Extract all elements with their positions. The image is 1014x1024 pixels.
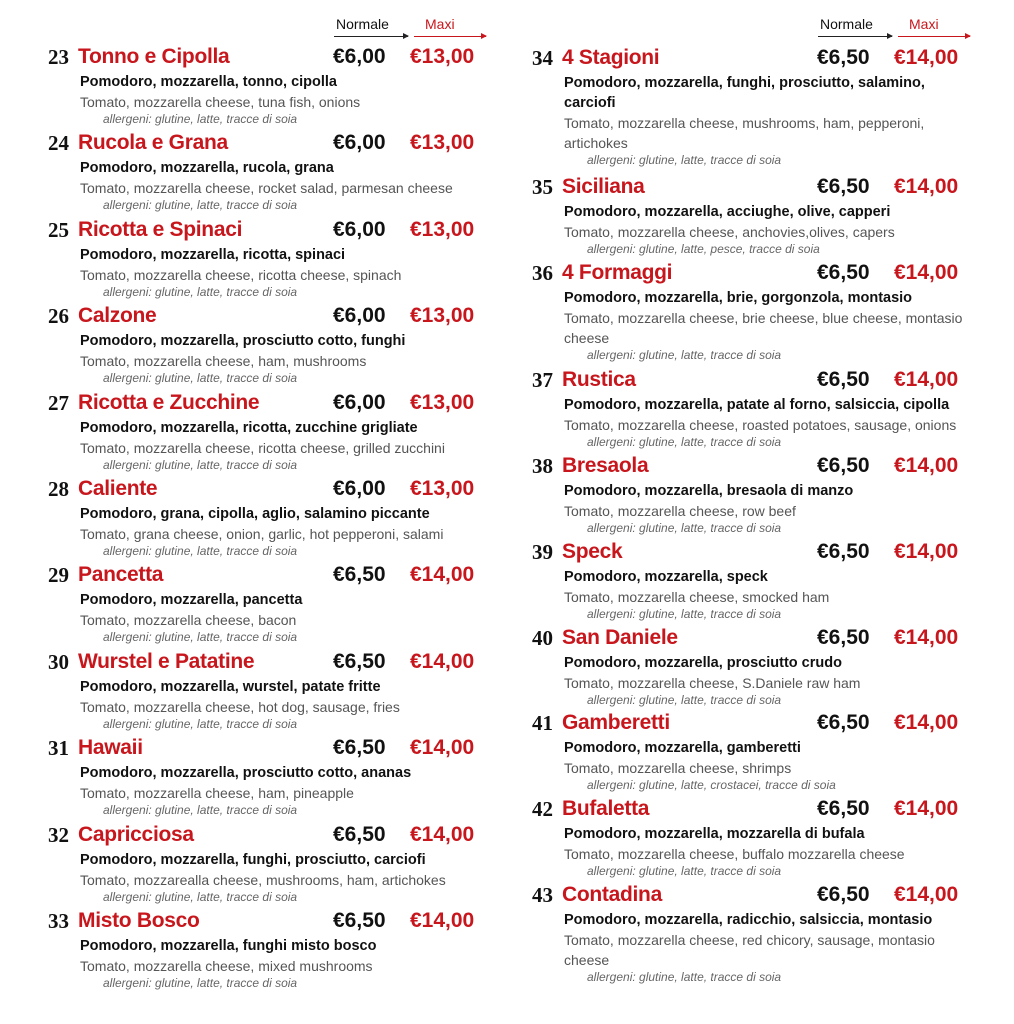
- item-name: Hawaii: [78, 736, 143, 760]
- ingredients-italian: Pomodoro, mozzarella, bresaola di manzo: [564, 482, 854, 499]
- menu-item-header: [532, 451, 972, 481]
- ingredients-english: Tomato, grana cheese, onion, garlic, hot pepperoni, salami: [80, 525, 444, 542]
- item-number: 23: [48, 45, 69, 69]
- menu-item: [48, 733, 488, 819]
- item-name: Ricotta e Zucchine: [78, 390, 260, 414]
- menu-item: [532, 258, 972, 365]
- ingredients-english: Tomato, mozzarella cheese, ricotta cheese, spinach: [80, 266, 402, 283]
- menu-item-header: [48, 301, 488, 331]
- item-number: 39: [532, 539, 553, 564]
- header-maxi: Maxi: [909, 16, 939, 32]
- ingredients-italian: Pomodoro, mozzarella, patate al forno, salsiccia, cipolla: [564, 396, 950, 413]
- ingredients-italian: Pomodoro, mozzarella, ricotta, spinaci: [80, 246, 346, 263]
- item-name: Ricotta e Spinaci: [78, 217, 243, 241]
- price-maxi: €14,00: [894, 711, 959, 735]
- item-number: 29: [48, 563, 69, 588]
- price-maxi: €13,00: [410, 217, 475, 241]
- item-name: Siciliana: [562, 175, 645, 198]
- price-maxi: €14,00: [894, 539, 959, 563]
- allergens: allergeni: glutine, latte, tracce di soia: [103, 630, 298, 645]
- menu-item: [48, 647, 488, 733]
- menu-item: [48, 906, 488, 992]
- price-normale: €6,50: [817, 711, 870, 735]
- price-normale: €6,50: [333, 649, 386, 673]
- item-number: 25: [48, 217, 69, 242]
- price-normale: €6,00: [333, 304, 386, 328]
- ingredients-italian: Pomodoro, mozzarella, rucola, grana: [80, 160, 334, 177]
- menu-item: [532, 794, 972, 880]
- menu-item-header: [48, 474, 488, 504]
- item-name: Rucola e Grana: [78, 131, 228, 155]
- item-number: 27: [48, 390, 69, 415]
- item-name: Calzone: [78, 304, 157, 328]
- item-number: 41: [532, 711, 553, 736]
- allergens: allergeni: glutine, latte, tracce di soia: [103, 284, 298, 299]
- price-maxi: €14,00: [894, 46, 959, 69]
- price-normale: €6,50: [817, 883, 870, 907]
- allergens: allergeni: glutine, latte, tracce di soia: [103, 889, 298, 904]
- item-number: 26: [48, 304, 69, 329]
- price-maxi: €14,00: [410, 649, 475, 673]
- menu-item: [48, 301, 488, 387]
- item-number: 35: [532, 175, 553, 199]
- ingredients-english: Tomato, mozzarella cheese, S.Daniele raw ham: [564, 674, 861, 691]
- menu-list-right: [532, 43, 972, 987]
- allergens: allergeni: glutine, latte, tracce di soia: [587, 153, 782, 167]
- price-maxi: €13,00: [410, 45, 475, 68]
- item-number: 31: [48, 736, 69, 761]
- ingredients-english: Tomato, mozzarella cheese, buffalo mozzarella cheese: [564, 846, 905, 863]
- price-normale: €6,50: [817, 367, 870, 391]
- ingredients-italian: Pomodoro, mozzarella, prosciutto crudo: [564, 654, 842, 671]
- allergens: allergeni: glutine, latte, tracce di soia: [587, 692, 782, 707]
- item-name: Pancetta: [78, 563, 164, 587]
- ingredients-english: Tomato, mozzarella cheese, mushrooms, ham, pepperoni, artichokes: [564, 115, 925, 151]
- ingredients-english: Tomato, mozzarella cheese, tuna fish, onions: [80, 94, 361, 110]
- menu-item: [48, 474, 488, 560]
- ingredients-italian: Pomodoro, mozzarella, funghi, prosciutto, carciofi: [80, 851, 426, 868]
- normale-arrow-icon: [334, 36, 408, 37]
- item-name: Contadina: [562, 883, 662, 907]
- item-number: 36: [532, 260, 553, 285]
- allergens: allergeni: glutine, latte, tracce di soia: [587, 606, 782, 621]
- price-maxi: €14,00: [410, 563, 475, 587]
- menu-item-header: [48, 906, 488, 936]
- menu-item-header: [48, 215, 488, 245]
- price-maxi: €14,00: [894, 175, 959, 198]
- price-normale: €6,50: [333, 563, 386, 587]
- menu-item-header: [532, 43, 972, 73]
- item-number: 43: [532, 883, 553, 908]
- item-name: Speck: [562, 539, 623, 563]
- menu-list-left: [48, 42, 488, 992]
- item-number: 33: [48, 908, 69, 933]
- menu-item-header: [532, 623, 972, 653]
- allergens: allergeni: glutine, latte, tracce di soia: [103, 457, 298, 472]
- menu-item: [48, 215, 488, 301]
- ingredients-italian: Pomodoro, mozzarella, wurstel, patate fritte: [80, 678, 381, 695]
- normale-arrow-icon: [818, 36, 892, 37]
- price-normale: €6,50: [333, 908, 386, 932]
- price-maxi: €14,00: [410, 736, 475, 760]
- menu-item-header: [532, 708, 972, 738]
- price-maxi: €14,00: [894, 625, 959, 649]
- price-maxi: €14,00: [410, 822, 475, 846]
- price-maxi: €14,00: [894, 260, 959, 284]
- menu-item: [532, 708, 972, 794]
- item-name: Tonno e Cipolla: [78, 45, 230, 68]
- price-normale: €6,50: [817, 453, 870, 477]
- ingredients-italian: Pomodoro, mozzarella, prosciutto cotto, funghi: [80, 333, 406, 350]
- price-maxi: €13,00: [410, 476, 475, 500]
- ingredients-italian: Pomodoro, mozzarella, prosciutto cotto, ananas: [80, 765, 412, 782]
- allergens: allergeni: glutine, latte, tracce di soia: [103, 975, 298, 990]
- ingredients-italian: Pomodoro, mozzarella, funghi, prosciutto, salamino, carciofi: [564, 75, 925, 111]
- item-name: Wurstel e Patatine: [78, 649, 255, 673]
- allergens: allergeni: glutine, latte, tracce di soia: [587, 864, 782, 879]
- ingredients-english: Tomato, mozzarella cheese, roasted potatoes, sausage, onions: [564, 416, 957, 433]
- menu-item-header: [532, 537, 972, 567]
- price-normale: €6,50: [817, 625, 870, 649]
- ingredients-italian: Pomodoro, mozzarella, acciughe, olive, capperi: [564, 204, 891, 220]
- item-name: Bresaola: [562, 453, 649, 477]
- allergens: allergeni: glutine, latte, tracce di soia: [587, 347, 782, 362]
- menu-item-header: [532, 258, 972, 288]
- item-name: San Daniele: [562, 625, 678, 649]
- menu-item: [48, 820, 488, 906]
- menu-item-header: [48, 128, 488, 158]
- allergens: allergeni: glutine, latte, tracce di soia: [587, 434, 782, 449]
- ingredients-english: Tomato, mozzarella cheese, rocket salad, parmesan cheese: [80, 180, 453, 197]
- menu-item: [532, 880, 972, 987]
- price-normale: €6,00: [333, 45, 386, 68]
- ingredients-english: Tomato, mozzarella cheese, ham, mushrooms: [80, 353, 367, 370]
- item-number: 30: [48, 649, 69, 674]
- item-name: Rustica: [562, 367, 636, 391]
- item-number: 28: [48, 476, 69, 501]
- ingredients-english: Tomato, mozzarella cheese, bacon: [80, 612, 297, 629]
- ingredients-english: Tomato, mozzarella cheese, smocked ham: [564, 588, 830, 605]
- menu-item: [48, 128, 488, 214]
- ingredients-english: Tomato, mozzarealla cheese, mushrooms, ham, artichokes: [80, 871, 446, 888]
- price-normale: €6,50: [817, 260, 870, 284]
- menu-item-header: [532, 794, 972, 824]
- item-number: 40: [532, 625, 553, 650]
- menu-item-header: [48, 388, 488, 418]
- menu-item: [532, 172, 972, 258]
- item-number: 24: [48, 131, 69, 156]
- price-normale: €6,00: [333, 131, 386, 155]
- item-name: Misto Bosco: [78, 908, 200, 932]
- price-maxi: €14,00: [894, 883, 959, 907]
- ingredients-italian: Pomodoro, mozzarella, mozzarella di bufala: [564, 826, 865, 843]
- price-maxi: €14,00: [894, 797, 959, 821]
- ingredients-italian: Pomodoro, mozzarella, gamberetti: [564, 740, 801, 757]
- menu-item-header: [48, 560, 488, 590]
- ingredients-english: Tomato, mozzarella cheese, ham, pineapple: [80, 785, 354, 802]
- item-number: 37: [532, 367, 553, 392]
- item-name: Capricciosa: [78, 822, 194, 846]
- item-name: 4 Formaggi: [562, 260, 673, 284]
- price-maxi: €14,00: [894, 453, 959, 477]
- ingredients-italian: Pomodoro, mozzarella, radicchio, salsiccia, montasio: [564, 912, 933, 929]
- header-normale: Normale: [820, 16, 873, 32]
- price-normale: €6,00: [333, 476, 386, 500]
- item-number: 42: [532, 797, 553, 822]
- ingredients-italian: Pomodoro, mozzarella, tonno, cipolla: [80, 74, 337, 90]
- allergens: allergeni: glutine, latte, tracce di soia: [103, 198, 298, 213]
- price-normale: €6,00: [333, 217, 386, 241]
- ingredients-english: Tomato, mozzarella cheese, anchovies,olives, capers: [564, 224, 895, 240]
- price-header: [48, 14, 488, 44]
- menu-item: [532, 365, 972, 451]
- price-maxi: €14,00: [410, 908, 475, 932]
- menu-item-header: [48, 820, 488, 850]
- ingredients-italian: Pomodoro, mozzarella, brie, gorgonzola, montasio: [564, 289, 913, 306]
- ingredients-italian: Pomodoro, mozzarella, ricotta, zucchine grigliate: [80, 419, 418, 436]
- price-normale: €6,50: [817, 539, 870, 563]
- allergens: allergeni: glutine, latte, tracce di soia: [587, 970, 782, 985]
- price-normale: €6,50: [817, 797, 870, 821]
- price-maxi: €13,00: [410, 390, 475, 414]
- item-name: Gamberetti: [562, 711, 670, 735]
- price-maxi: €13,00: [410, 304, 475, 328]
- price-maxi: €13,00: [410, 131, 475, 155]
- ingredients-english: Tomato, mozzarella cheese, ricotta cheese, grilled zucchini: [80, 439, 445, 456]
- ingredients-italian: Pomodoro, mozzarella, pancetta: [80, 592, 303, 609]
- price-normale: €6,50: [333, 736, 386, 760]
- menu-item-header: [48, 733, 488, 763]
- allergens: allergeni: glutine, latte, tracce di soia: [103, 371, 298, 386]
- maxi-arrow-icon: [414, 36, 486, 37]
- menu-item: [532, 43, 972, 172]
- item-number: 32: [48, 822, 69, 847]
- allergens: allergeni: glutine, latte, pesce, tracce di soia: [587, 242, 820, 256]
- item-number: 38: [532, 453, 553, 478]
- ingredients-english: Tomato, mozzarella cheese, red chicory, sausage, montasio cheese: [564, 932, 935, 969]
- price-normale: €6,50: [817, 175, 870, 198]
- ingredients-italian: Pomodoro, grana, cipolla, aglio, salamino piccante: [80, 505, 430, 522]
- allergens: allergeni: glutine, latte, tracce di soia: [103, 543, 298, 558]
- menu-item: [532, 451, 972, 537]
- item-name: Caliente: [78, 476, 158, 500]
- ingredients-english: Tomato, mozzarella cheese, mixed mushrooms: [80, 957, 373, 974]
- price-normale: €6,50: [817, 46, 870, 69]
- menu-item-header: [532, 365, 972, 395]
- menu-item: [48, 388, 488, 474]
- maxi-arrow-icon: [898, 36, 970, 37]
- item-name: 4 Stagioni: [562, 46, 660, 69]
- menu-item-header: [48, 647, 488, 677]
- price-maxi: €14,00: [894, 367, 959, 391]
- price-header: [532, 14, 972, 44]
- price-normale: €6,00: [333, 390, 386, 414]
- ingredients-english: Tomato, mozzarella cheese, row beef: [564, 502, 796, 519]
- allergens: allergeni: glutine, latte, crostacei, tracce di soia: [587, 778, 836, 793]
- allergens: allergeni: glutine, latte, tracce di soia: [587, 520, 782, 535]
- price-normale: €6,50: [333, 822, 386, 846]
- menu-item-header: [48, 42, 488, 72]
- header-maxi: Maxi: [425, 16, 455, 32]
- allergens: allergeni: glutine, latte, tracce di soia: [103, 803, 298, 818]
- menu-item: [532, 623, 972, 709]
- allergens: allergeni: glutine, latte, tracce di soia: [103, 716, 298, 731]
- menu-item-header: [532, 172, 972, 202]
- menu-item: [532, 537, 972, 623]
- item-number: 34: [532, 46, 553, 70]
- menu-item-header: [532, 880, 972, 910]
- ingredients-english: Tomato, mozzarella cheese, brie cheese, blue cheese, montasio cheese: [564, 309, 963, 346]
- ingredients-english: Tomato, mozzarella cheese, hot dog, sausage, fries: [80, 698, 400, 715]
- ingredients-english: Tomato, mozzarella cheese, shrimps: [564, 760, 792, 777]
- menu-item: [48, 42, 488, 128]
- ingredients-italian: Pomodoro, mozzarella, speck: [564, 568, 768, 585]
- header-normale: Normale: [336, 16, 389, 32]
- allergens: allergeni: glutine, latte, tracce di soia: [103, 112, 298, 126]
- ingredients-italian: Pomodoro, mozzarella, funghi misto bosco: [80, 937, 377, 954]
- menu-item: [48, 560, 488, 646]
- item-name: Bufaletta: [562, 797, 650, 821]
